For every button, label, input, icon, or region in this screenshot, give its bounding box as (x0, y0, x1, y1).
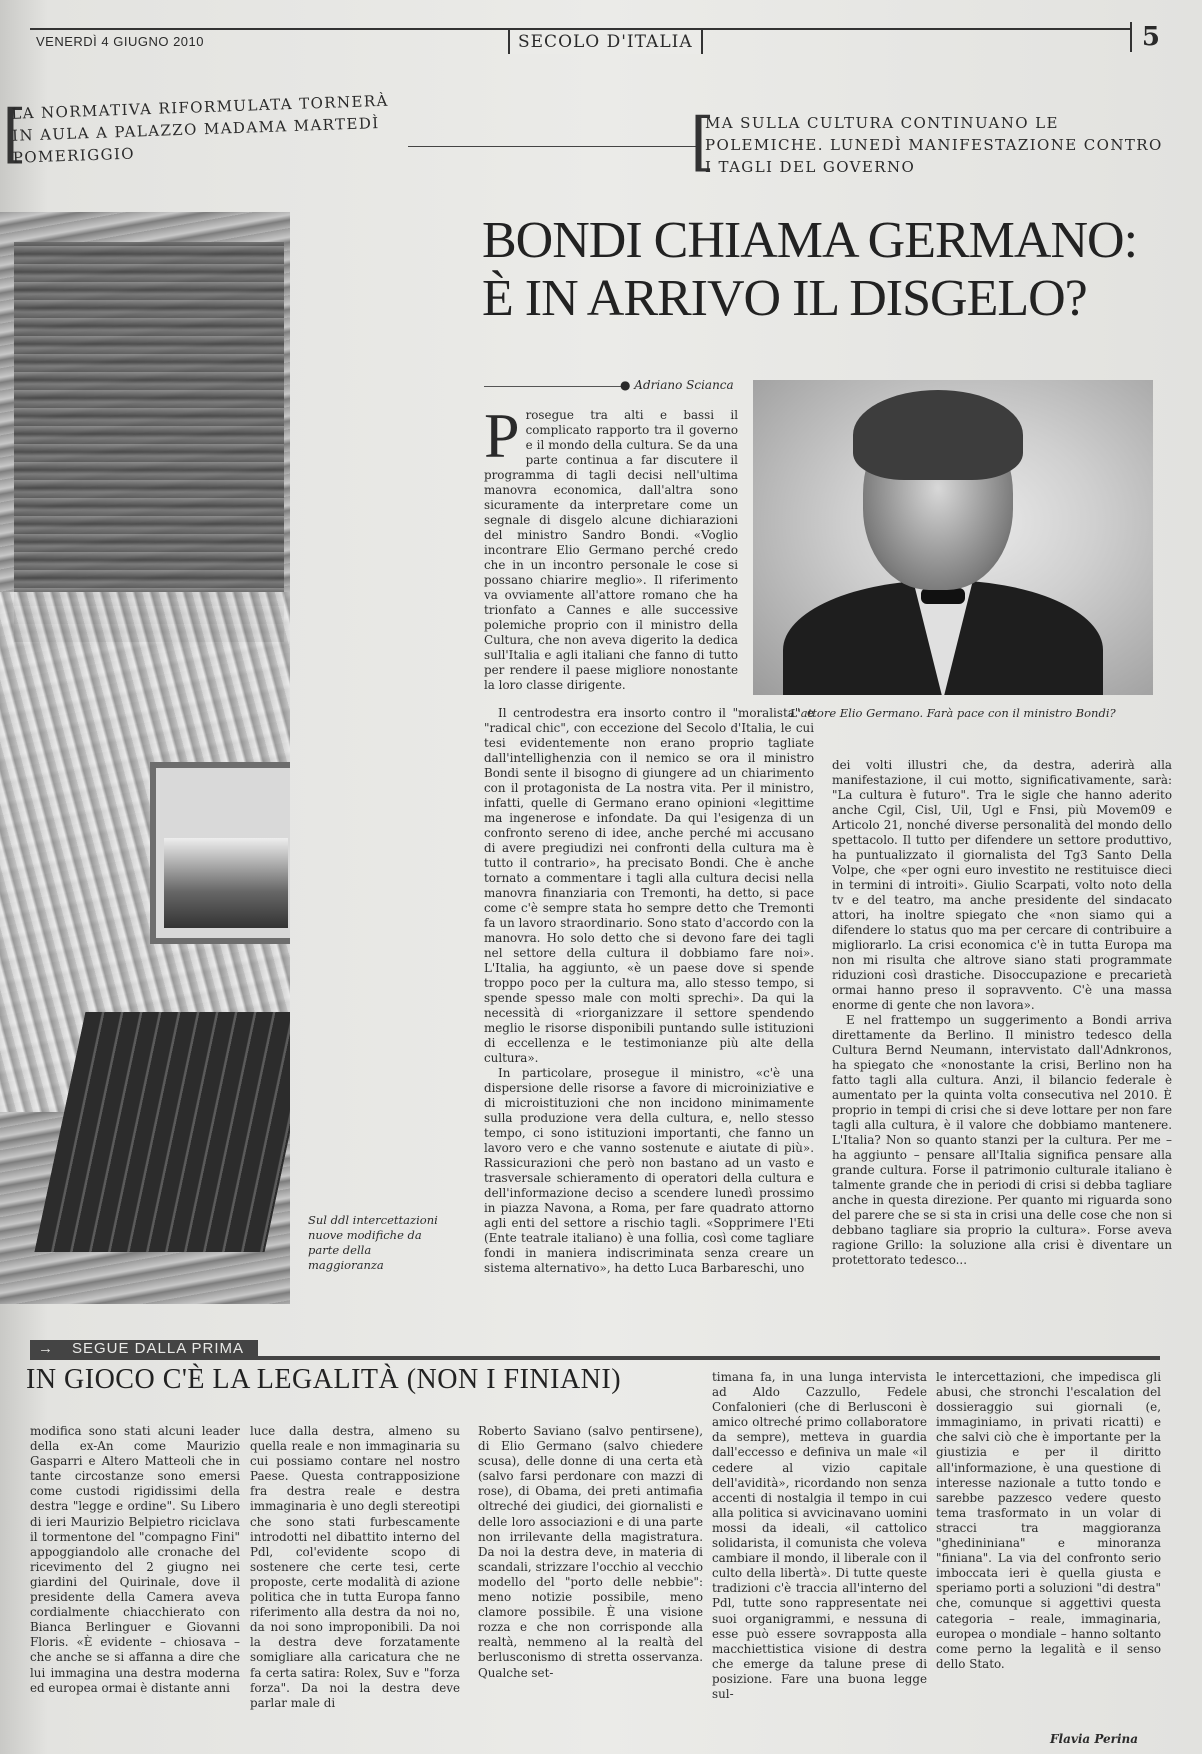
author-name: Adriano Scianca (634, 378, 734, 392)
section-bar (30, 1338, 1160, 1360)
article-column-1 (484, 400, 738, 693)
editorial-headline: IN GIOCO C'È LA LEGALITÀ (NON I FINIANI) (26, 1364, 622, 1395)
left-photo-caption: Sul ddl intercettazioni nuove modifiche da parte della maggioranza (308, 1213, 438, 1272)
editorial-column-3: Roberto Saviano (salvo pentirsene), di Elio Germano (salvo chiedere scusa), delle donne di una certa età (salvo farsi perdonare con mazzi di rose), di Obama, dei preti antimafia oltreché dei giudici, dei giornalisti e delle loro associazioni e di una parte non irrilevante della magistratura. Da noi la destra deve, in materia di scandali, strizzare l'occhio al vecchio modello del "porto delle nebbie": meno notizie possibile, meno clamore possibile. È una visione rozza e che non corrisponde alla realtà, nemmeno al la realtà del berlusconismo di stretta osservanza. Qualche set- (478, 1424, 703, 1680)
rack-panel (14, 242, 284, 642)
newspaper-name: SECOLO D'ITALIA (508, 30, 703, 54)
running-header (30, 22, 1170, 62)
column-3-paragraph-2: E nel frattempo un suggerimento a Bondi arriva direttamente da Berlino. Il ministro tedesco della Cultura Bernd Neumann, intervistato dall'Adnkronos, ha spiegato che «nonostante la crisi, Berlino non ha fatto tagli alla cultura. Anzi, il bilancio federale è aumentato per la quinta volta consecutiva nel 2010. È proprio in tempi di crisi che si deve lottare per non fare tagli alla cultura, è il valore che dobbiamo mantenere. L'Italia? Non so quanto stanzi per la cultura. Per me – ha aggiunto – pensare all'Italia significa pensare alla grande cultura. Forse il patrimonio culturale italiano è talmente grande che in periodi di crisi si debba tagliare anche in questa direzione. Per quanto mi riguarda sono del parere che se si sta in crisi una delle cose che non si debbano tagliare sia proprio la cultura». Forse aveva ragione Grillo: la soluzione alla crisi è diventare un protettorato tedesco... (832, 1013, 1172, 1267)
photo-caption: L'attore Elio Germano. Farà pace con il ministro Bondi? (790, 706, 1116, 720)
editorial-column-1: modifica sono stati alcuni leader della ex-An come Maurizio Gasparri e Altero Matteoli che in tante circostanze sono emersi come custodi rigidissimi della destra "legge e ordine". Su Libero di ieri Maurizio Belpietro riciclava il tormentone del "compagno Fini" appoggiandolo alle cronache del ricevimento del 2 giugno nei giardini del Quirinale, dove il presidente della Camera aveva cordialmente chiacchierato con Bianca Berlinguer e Giovanni Floris. «È evidente – chiosava – che anche se si affanna a dire che lui immagina una destra moderna ed europea ormai è distante anni (30, 1424, 240, 1695)
article-headline (482, 212, 1182, 328)
kicker-right: MA SULLA CULTURA CONTINUANO LE POLEMICHE. LUNEDÌ MANIFESTAZIONE CONTRO I TAGLI DEL GOVERNO (705, 114, 1163, 176)
article-column-2 (484, 706, 814, 1276)
elio-germano-photo (753, 380, 1153, 695)
article-column-3 (832, 758, 1172, 1268)
kicker-right-bracket: [ (690, 105, 715, 179)
editorial-column-5: le intercettazioni, che impedisca gli abusi, che stronchi l'escalation del dossieraggio sui giornali (e, immaginiamo, in privati ricatti) e che salvi ciò che è importante per la giustizia e per il diritto all'informazione, è una questione di interesse nazionale a tutto tondo e sarebbe pazzesco vedere questo tema trasformato in un volar di stracci tra maggioranza "ghedininiana" e minoranza "finiana". La via del confronto serio imboccata ieri è quella giusta e speriamo porti a soluzioni "di destra" che, comunque si aggettivi questa categoria – reale, immaginaria, europea o mondiale – hanno soltanto come perno la legalità e il senso dello Stato. (936, 1370, 1161, 1671)
editorial-signature: Flavia Perina (1050, 1732, 1139, 1746)
article-author: ● Adriano Scianca (620, 378, 734, 392)
issue-date: VENERDÌ 4 GIUGNO 2010 (36, 34, 204, 49)
editorial-column-2: luce dalla destra, almeno su quella reale e non immaginaria su cui possiamo contare nel nostro Paese. Questa contrapposizione fra destra reale e destra immaginaria è uno degli stereotipi che sono stati furbescamente introdotti nel dibattito interno del Pdl, col'evidente scopo di sostenere che certe tesi, certe proposte, certe modalità di azione politica che in tutta Europa fanno riferimento alla destra da noi no, da noi sono improponibili. Da noi la destra deve forzatamente somigliare alla caricatura che ne fa certa satira: Rolex, Suv e "forza forza". Da noi la destra deve parlar male di (250, 1424, 460, 1710)
kicker-divider (408, 146, 698, 147)
headline-line-2: È IN ARRIVO IL DISGELO? (482, 270, 1087, 327)
author-rule (484, 386, 624, 387)
column-2-paragraph-2: In particolare, prosegue il ministro, «c'è una dispersione delle risorse a favore di microiniziative e di microistituzioni che non incidono minimamente sulla produzione vera della cultura, e, nello stesso tempo, ci sono istituzioni importanti, che fanno un lavoro vero e che vanno sostenute e aiutate di più». Rassicurazioni che però non bastano ad un vasto e trasversale schieramento di operatori della cultura e dell'informazione deciso a scendere lunedì prossimo in piazza Navona, a Roma, per fare quadrato attorno agli enti del settore a rischio tagli. «Sopprimere l'Eti (Ente teatrale italiano) è una follia, così come tagliare fondi in maniera indiscriminata senza creare un sistema alternativo», ha detto Luca Barbareschi, uno (484, 1066, 814, 1275)
server-rack-photo (0, 212, 290, 1304)
kicker-left: LA NORMATIVA RIFORMULATA TORNERÀ IN AULA A PALAZZO MADAMA MARTEDÌ POMERIGGIO (11, 91, 390, 167)
monitor-screen (150, 762, 290, 944)
bow-tie (921, 588, 965, 604)
arrow-icon: → (30, 1340, 58, 1358)
drop-cap: P (484, 400, 520, 471)
editorial-column-4: timana fa, in una lunga intervista ad Aldo Cazzullo, Fedele Confalonieri (che di Berlusconi è amico oltreché primo collaboratore da sempre), metteva in guardia dall'eccesso e definiva un male «il cedere al vizio capitale dell'avidità», ricordando non senza accenti di nostalgia il tempo in cui alla politica si avvicinavano uomini mossi da ideali, «il cattolico solidarista, il comunista che voleva cambiare il mondo, il liberale con il culto della libertà». Di tutte queste tradizioni c'è traccia all'interno del Pdl, tutte sono rappresentate nei suoi organigrammi, e nessuna di esse può essere sovrapposta alla macchiettistica visione di destra che emerge da talune prese di posizione. Fare una buona legge sul- (712, 1370, 927, 1701)
section-label: SEGUE DALLA PRIMA (58, 1340, 258, 1358)
column-1-text: rosegue tra alti e bassi il complicato rapporto tra il governo e il mondo della cultura. Se da una parte continua a far discutere il programma di tagli decisi nell'ultima manovra economica, dall'altra sono sicuramente da interpretare come un segnale di disgelo alcune dichiarazioni del ministro Sandro Bondi. «Voglio incontrare Elio Germano perché credo che in un incontro personale le cose si possano chiarire meglio». Il riferimento va ovviamente all'attore romano che ha trionfato a Cannes e alle successive polemiche proprio con il ministro della Cultura, che non aveva digerito la dedica sull'Italia e agli italiani che fanno di tutto per rendere il paese migliore nonostante la loro classe dirigente. (484, 408, 738, 692)
column-3-paragraph-1: dei volti illustri che, da destra, aderirà alla manifestazione, il cui motto, significativamente, sarà: "La cultura è futuro". Tra le sigle che hanno aderito anche Cgil, Cisl, Uil, Ugl e Fnsi, più Movem09 e Articolo 21, nonché diverse personalità del mondo dello spettacolo. Il tutto per difendere un settore produttivo, ha puntualizzato il giornalista del Tg3 Santo Della Volpe, che «per ogni euro investito ne restituisce dieci in termini di introiti». Giulio Scarpati, volto noto della tv e del teatro, ma anche presidente del sindacato attori, ha inoltre spiegato che «non siamo qui a difendere lo status quo ma per cercare di contribuire a migliorarlo. La crisi economica c'è in tutta Europa ma non mi risulta che altrove siano stati programmate riduzioni così drastiche. Disoccupazione e precarietà ormai hanno preso il sopravvento. C'è una massa enorme di gente che non lavora». (832, 758, 1172, 1012)
hair (853, 390, 1023, 480)
column-2-paragraph-1: Il centrodestra era insorto contro il "moralista" e "radical chic", con eccezione del Secolo d'Italia, le cui tesi evidentemente non erano proprio tagliate dall'intellighenzia con il nemico se ora il ministro Bondi sente il bisogno di giungere ad un chiarimento con il protagonista de La nostra vita. Per il ministro, infatti, quelle di Germano erano opinioni «legittime ma ingenerose e infondate. Da qui l'esigenza di un confronto sereno di idee, anche perché mi accusano di avere pregiudizi nei confronti della cultura ma è tutto il contrario», ha precisato Bondi. Che è anche tornato a commentare i tagli alla cultura decisi nella manovra finanziaria con Tremonti, ha detto, si pace come c'è sempre stata ho sempre detto che Tremonti fa un lavoro straordinario. Sono stato d'accordo con la manovra. Ho solo detto che si devono fare dei tagli nel settore della cultura il dobbiamo fare noi». L'Italia, ha aggiunto, «è un paese dove si spende troppo poco per la cultura ma, allo stesso tempo, si spende spesso male con molti sprechi». Da qui la necessità di «riorganizzare il settore spendendo meglio le risorse disponibili puntando sulle istituzioni di eccellenza e le testimonianze più alte della cultura». (484, 706, 814, 1065)
headline-line-1: BONDI CHIAMA GERMANO: (482, 212, 1138, 269)
page-number: 5 (1130, 22, 1170, 52)
kicker-left-bracket: [ (2, 97, 27, 171)
